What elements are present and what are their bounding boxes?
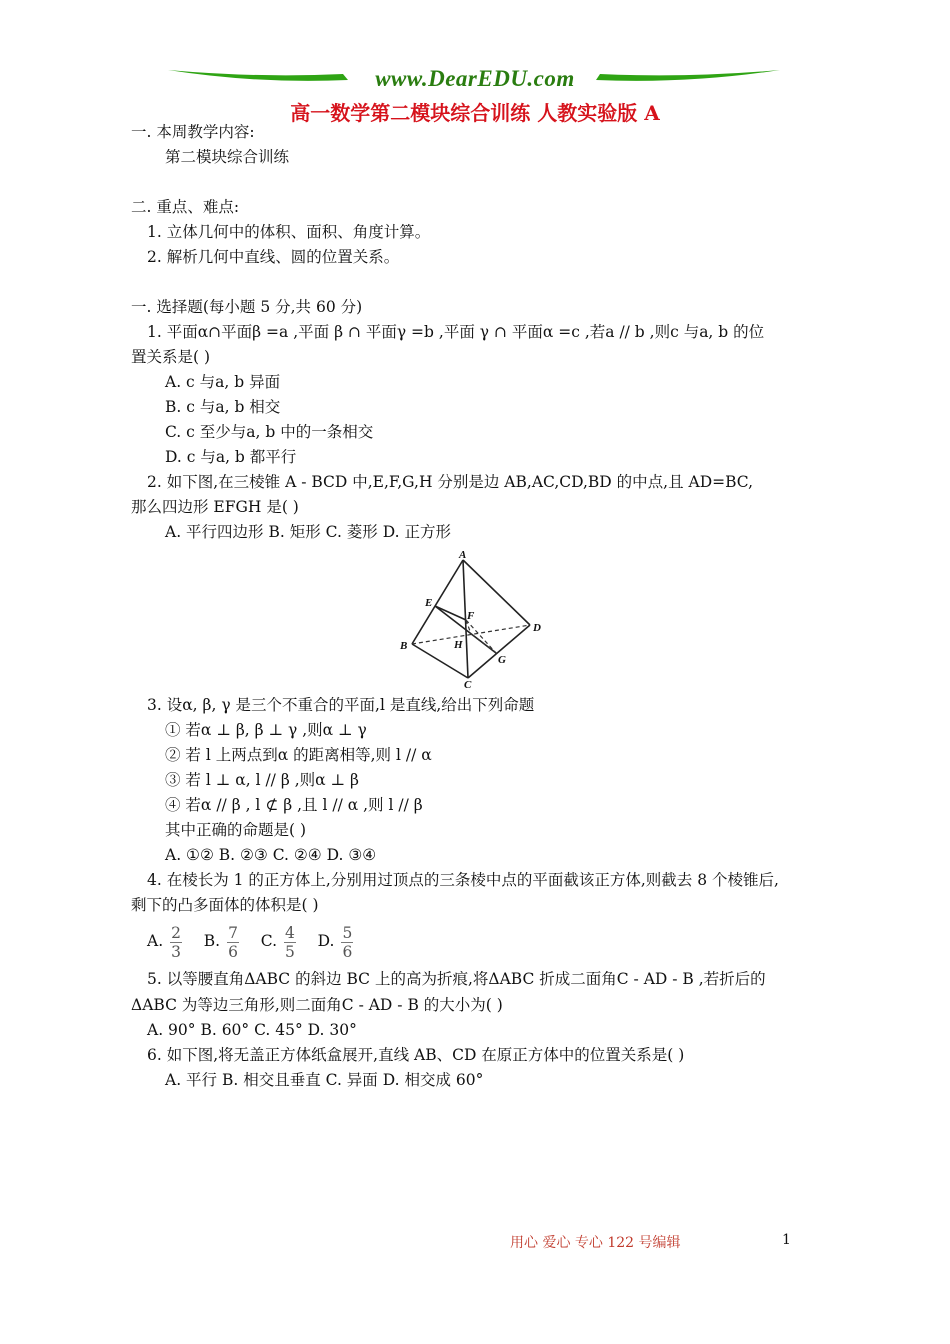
vertex-label-h: H [454,639,463,651]
vertex-label-c: C [464,679,472,688]
question-1-cont: 置关系是( ) [131,348,211,366]
q2-options: A. 平行四边形 B. 矩形 C. 菱形 D. 正方形 [165,523,451,541]
q4-option-b: B. $\frac{7}{6}$ [203,923,238,961]
key-point-2: 2. 解析几何中直线、圆的位置关系。 [147,248,400,266]
q4-options [147,921,355,961]
section-2-heading: 二. 重点、难点: [131,198,240,216]
tetrahedron-figure [390,548,560,688]
q4-option-c: C. $\frac{4}{5}$ [260,923,295,961]
vertex-label-d: D [533,622,541,634]
vertex-label-f: F [467,610,475,622]
question-6: 6. 如下图,将无盖正方体纸盒展开,直线 AB、CD 在原正方体中的位置关系是( ) [147,1046,685,1064]
vertex-label-a: A [459,549,467,561]
question-5: 5. 以等腰直角ΔABC 的斜边 BC 上的高为折痕,将ΔABC 折成二面角C - AD - B ,若折后的 [147,970,766,988]
key-point-1: 1. 立体几何中的体积、面积、角度计算。 [147,223,431,241]
q6-options: A. 平行 B. 相交且垂直 C. 异面 D. 相交成 60° [165,1071,484,1089]
q1-option-a: A. c 与a, b 异面 [165,373,281,391]
vertex-label-e: E [425,597,433,609]
q3-proposition-1: ① 若α ⊥ β, β ⊥ γ ,则α ⊥ γ [165,721,367,739]
section-1-content: 第二模块综合训练 [165,148,290,166]
vertex-label-b: B [400,640,408,652]
q3-prompt: 其中正确的命题是( ) [165,821,307,839]
page-number: 1 [782,1232,791,1248]
q1-option-b: B. c 与a, b 相交 [165,398,281,416]
q3-proposition-3: ③ 若 l ⊥ α, l // β ,则α ⊥ β [165,771,359,789]
question-4-cont: 剩下的凸多面体的体积是( ) [131,896,319,914]
question-1: 1. 平面α∩平面β =a ,平面 β ∩ 平面γ =b ,平面 γ ∩ 平面α =c ,若a // b ,则c 与a, b 的位 [147,323,765,341]
question-3: 3. 设α, β, γ 是三个不重合的平面,l 是直线,给出下列命题 [147,696,535,714]
page-title: 高一数学第二模块综合训练 人教实验版 A [290,101,660,125]
q4-option-a: A. $\frac{2}{3}$ [147,923,181,961]
q3-proposition-4: ④ 若α // β , l ⊄ β ,且 l // α ,则 l // β [165,796,423,814]
question-2: 2. 如下图,在三棱锥 A - BCD 中,E,F,G,H 分别是边 AB,AC,CD,BD 的中点,且 AD=BC, [147,473,754,491]
q5-options: A. 90° B. 60° C. 45° D. 30° [147,1021,357,1039]
q3-options: A. ①② B. ②③ C. ②④ D. ③④ [165,846,377,864]
question-5-cont: ΔABC 为等边三角形,则二面角C - AD - B 的大小为( ) [131,996,503,1014]
question-4: 4. 在棱长为 1 的正方体上,分别用过顶点的三条棱中点的平面截该正方体,则截去 8 个棱锥后, [147,871,779,889]
site-banner-text: www.DearEDU.com [375,66,575,91]
q1-option-d: D. c 与a, b 都平行 [165,448,297,466]
question-2-cont: 那么四边形 EFGH 是( ) [131,498,299,516]
q1-option-c: C. c 至少与a, b 中的一条相交 [165,423,374,441]
q4-option-d: D. $\frac{5}{6}$ [317,923,353,961]
vertex-label-g: G [498,654,506,666]
choice-section-heading: 一. 选择题(每小题 5 分,共 60 分) [131,298,363,316]
q3-proposition-2: ② 若 l 上两点到α 的距离相等,则 l // α [165,746,432,764]
footer-text: 用心 爱心 专心 122 号编辑 [510,1235,681,1251]
section-1-heading: 一. 本周教学内容: [131,123,255,141]
